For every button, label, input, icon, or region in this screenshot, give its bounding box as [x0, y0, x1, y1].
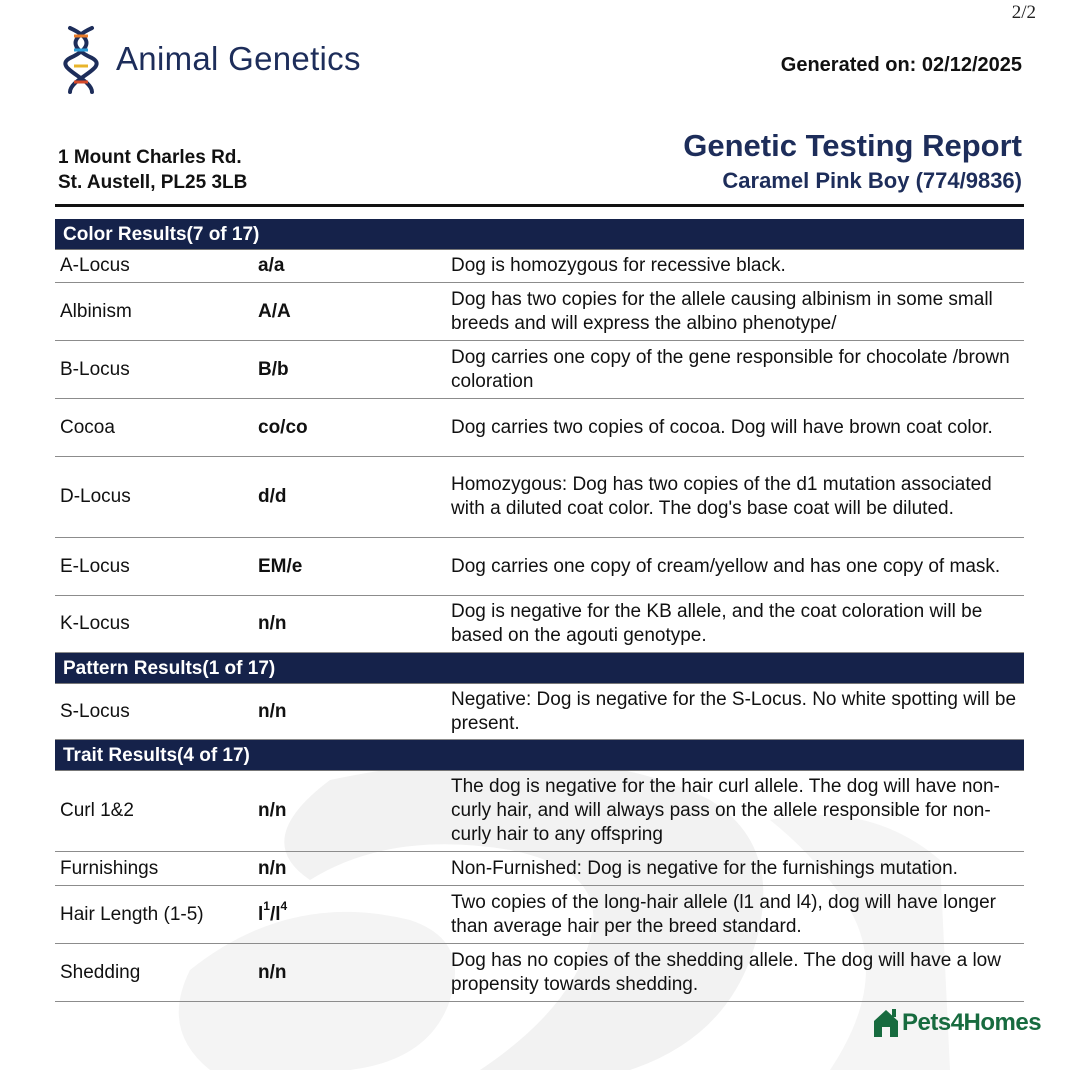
table-row — [55, 283, 1024, 341]
genotype: n/n — [258, 700, 287, 722]
header-divider — [55, 204, 1024, 207]
result-description: Negative: Dog is negative for the S-Locus. No white spotting will be present. — [451, 688, 1017, 734]
table-row — [55, 250, 1024, 283]
genotype: n/n — [258, 800, 287, 821]
genotype: n/n — [258, 961, 287, 983]
genotype — [258, 899, 447, 927]
results-table — [55, 219, 1024, 1002]
report-title: Genetic Testing Report — [683, 128, 1022, 163]
result-description: The dog is negative for the hair curl allele. The dog will have non-curly hair, and will always pass on the allele responsible for non-curly hair to any offspring — [451, 776, 1000, 845]
table-row — [55, 852, 1024, 886]
locus-name: Furnishings — [60, 857, 159, 879]
result-description: Dog carries two copies of cocoa. Dog will have brown coat color. — [451, 416, 993, 438]
result-description: Dog has two copies for the allele causing albinism in some small breeds and will express the albino phenotype/ — [451, 288, 993, 334]
result-description: Dog carries one copy of cream/yellow and has one copy of mask. — [451, 555, 1001, 577]
genotype: B/b — [258, 358, 289, 380]
locus-name: Albinism — [60, 300, 132, 322]
address — [58, 145, 247, 195]
table-row — [55, 399, 1024, 457]
section-header-pattern: Pattern Results(1 of 17) — [55, 653, 1024, 684]
table-row — [55, 457, 1024, 538]
locus-name: S-Locus — [60, 700, 130, 722]
locus-name: Shedding — [60, 961, 141, 983]
result-description: Dog is negative for the KB allele, and the coat coloration will be based on the agouti genotype. — [451, 601, 983, 646]
pets4homes-brand — [872, 1005, 1041, 1041]
locus-name: A-Locus — [60, 255, 130, 276]
address-line-1: 1 Mount Charles Rd. — [58, 147, 242, 168]
table-row — [55, 538, 1024, 596]
genotype-allele-1: l — [258, 903, 264, 925]
genotype-allele-2: /l — [269, 903, 281, 925]
genotype: co/co — [258, 416, 308, 438]
genotype: d/d — [258, 486, 287, 507]
result-description: Dog is homozygous for recessive black. — [451, 255, 786, 276]
result-description: Dog has no copies of the shedding allele. The dog will have a low propensity towards shedding. — [451, 949, 1001, 995]
result-description: Non-Furnished: Dog is negative for the furnishings mutation. — [451, 857, 958, 879]
genotype: a/a — [258, 255, 285, 276]
locus-name: Cocoa — [60, 416, 115, 438]
result-description: Dog carries one copy of the gene responsible for chocolate /brown coloration — [451, 346, 1010, 392]
table-row — [55, 886, 1024, 944]
locus-name: D-Locus — [60, 486, 131, 507]
report-subtitle: Caramel Pink Boy (774/9836) — [722, 168, 1022, 193]
locus-name: K-Locus — [60, 613, 130, 634]
genotype: EM/e — [258, 555, 303, 577]
section-header-color: Color Results(7 of 17) — [55, 219, 1024, 250]
table-row — [55, 341, 1024, 399]
genotype: n/n — [258, 857, 287, 879]
locus-name: Curl 1&2 — [60, 800, 134, 821]
genotype: A/A — [258, 300, 291, 322]
table-row — [55, 684, 1024, 740]
genotype-superscript-2: 4 — [280, 899, 288, 914]
result-description: Homozygous: Dog has two copies of the d1 mutation associated with a diluted coat color. The dog's base coat will be diluted. — [451, 474, 992, 519]
table-row — [55, 771, 1024, 852]
section-header-trait: Trait Results(4 of 17) — [55, 740, 1024, 771]
result-description: Two copies of the long-hair allele (l1 and l4), dog will have longer than average hair per the breed standard. — [451, 891, 996, 937]
dna-logo-icon — [62, 24, 102, 96]
table-row — [55, 596, 1024, 653]
pets4homes-house-icon — [872, 1007, 900, 1039]
address-line-2: St. Austell, PL25 3LB — [58, 172, 248, 193]
pets4homes-logo-text: Pets4Homes — [902, 1009, 1042, 1036]
locus-name: Hair Length (1-5) — [60, 903, 204, 925]
locus-name: B-Locus — [60, 358, 130, 380]
genotype: n/n — [258, 613, 287, 634]
table-row — [55, 944, 1024, 1002]
genotype-superscript-1: 1 — [263, 899, 270, 914]
logo-text: Animal Genetics — [116, 40, 361, 77]
locus-name: E-Locus — [60, 555, 130, 577]
page-number: 2/2 — [1011, 2, 1036, 23]
generated-date: Generated on: 02/12/2025 — [780, 54, 1022, 76]
